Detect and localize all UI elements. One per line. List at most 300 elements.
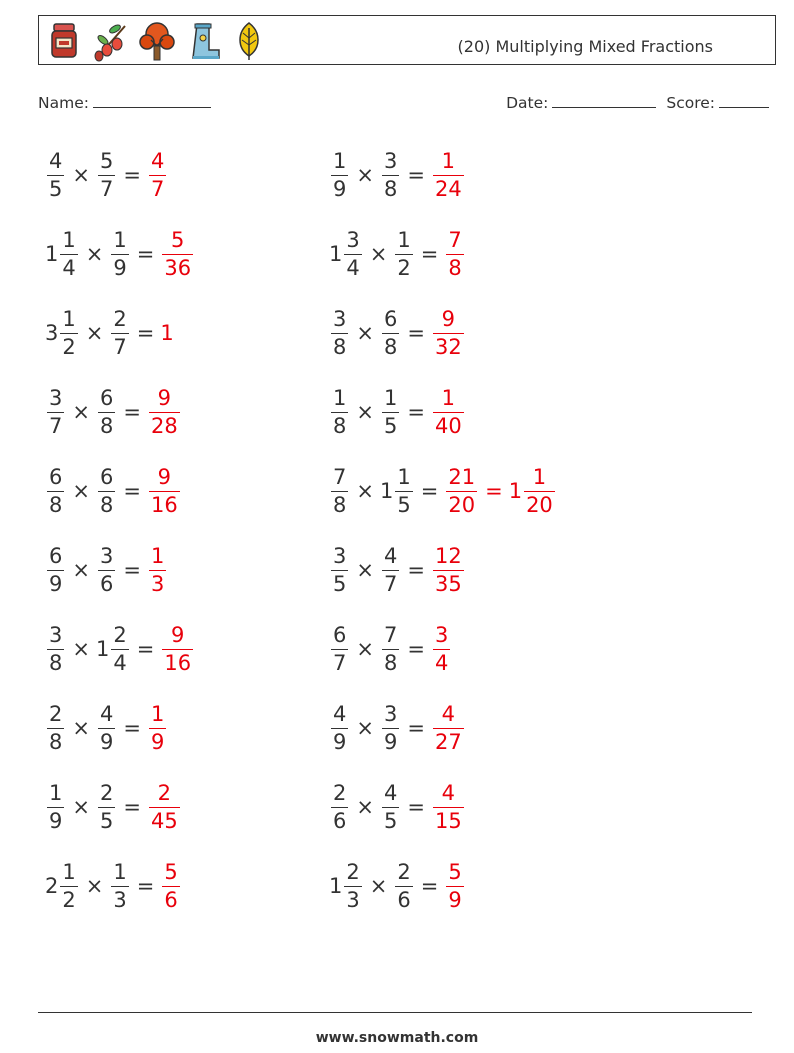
factor-a-denominator: 2 (62, 334, 76, 359)
answer (444, 227, 465, 280)
equals-sign: = (123, 795, 141, 819)
answer-denominator: 15 (434, 808, 462, 833)
factor-b-denominator: 9 (99, 729, 114, 754)
answer-denominator: 28 (150, 413, 178, 438)
equals-sign: = (407, 716, 425, 740)
answer-number (431, 148, 466, 201)
factor-b-denominator: 3 (113, 887, 127, 912)
times-sign: × (369, 242, 388, 266)
worksheet-title: (20) Multiplying Mixed Fractions (457, 37, 713, 56)
factor-b-denominator: 4 (113, 650, 127, 675)
times-sign: × (356, 795, 374, 819)
factor-b-numerator: 1 (113, 859, 127, 884)
times-sign: × (356, 558, 374, 582)
factor-b-numerator: 3 (383, 701, 398, 726)
factor-a-denominator: 3 (346, 887, 360, 912)
factor-a-fraction (331, 306, 348, 359)
answer-whole: 1 (160, 321, 174, 345)
factor-b-denominator: 7 (99, 176, 114, 201)
factor-b-denominator: 8 (383, 650, 398, 675)
problem-item (45, 145, 168, 205)
factor-a-number (45, 464, 66, 517)
answer (431, 385, 466, 438)
factor-a-numerator: 1 (62, 227, 76, 252)
factor-a-whole: 3 (45, 321, 59, 345)
answer-number (431, 543, 466, 596)
equals-sign: = (407, 795, 425, 819)
factor-b-whole: 1 (95, 637, 110, 661)
answer-numerator: 4 (150, 148, 165, 173)
factor-b-fraction (395, 859, 412, 912)
answer (431, 622, 452, 675)
factor-b-numerator: 6 (99, 464, 114, 489)
factor-a-fraction (47, 622, 64, 675)
factor-a-numerator: 3 (346, 227, 360, 252)
answer-numerator: 4 (441, 701, 456, 726)
factor-b-number (393, 227, 414, 280)
problem-item (329, 619, 452, 679)
factor-a-fraction (47, 385, 64, 438)
factor-a-number (45, 780, 66, 833)
factor-a-numerator: 2 (333, 780, 347, 805)
factor-a-number (329, 543, 350, 596)
factor-a-denominator: 9 (49, 808, 63, 833)
factor-b-fraction (382, 148, 399, 201)
factor-b-numerator: 3 (99, 543, 114, 568)
header-icons (45, 20, 269, 62)
answer-denominator: 16 (164, 650, 192, 675)
factor-b-number (380, 622, 401, 675)
factor-a-fraction (331, 148, 348, 201)
factor-b-denominator: 5 (383, 808, 398, 833)
answer (431, 780, 466, 833)
factor-a-whole: 1 (45, 242, 59, 266)
answer-number (431, 306, 466, 359)
answer-number (431, 701, 466, 754)
problem-item (45, 698, 168, 758)
factor-b-fraction (98, 464, 115, 517)
factor-a-numerator: 1 (333, 385, 347, 410)
factor-b-fraction (98, 780, 115, 833)
factor-a-numerator: 3 (49, 622, 63, 647)
answer (160, 859, 181, 912)
answer-numerator: 21 (448, 464, 476, 489)
factor-a-denominator: 8 (333, 413, 347, 438)
factor-b-fraction (382, 622, 399, 675)
factor-b-number (380, 385, 401, 438)
answer-denominator: 4 (434, 650, 449, 675)
answer-fraction (446, 859, 463, 912)
times-sign: × (72, 637, 90, 661)
factor-b-numerator: 4 (99, 701, 114, 726)
factor-a-number (329, 780, 350, 833)
factor-a-denominator: 9 (333, 729, 347, 754)
factor-b-number (96, 701, 117, 754)
answer-fraction (433, 780, 464, 833)
factor-b-denominator: 9 (113, 255, 127, 280)
answer (147, 701, 168, 754)
answer-fraction (149, 780, 180, 833)
factor-b-denominator: 2 (397, 255, 411, 280)
factor-b-fraction (382, 543, 399, 596)
problem-item (45, 856, 182, 916)
date-score-fields (506, 93, 769, 112)
problem-item (329, 856, 466, 916)
answer-number (147, 780, 182, 833)
factor-a-number (45, 859, 80, 912)
factor-b-denominator: 9 (383, 729, 398, 754)
factor-b-number (380, 543, 401, 596)
factor-b-number (109, 306, 130, 359)
times-sign: × (85, 321, 104, 345)
factor-b-fraction (111, 859, 128, 912)
answer-denominator: 36 (164, 255, 192, 280)
factor-b-fraction (111, 227, 128, 280)
factor-a-numerator: 3 (49, 385, 63, 410)
factor-b-fraction (395, 227, 412, 280)
answer-denominator: 3 (150, 571, 165, 596)
factor-a-denominator: 5 (49, 176, 63, 201)
times-sign: × (72, 795, 90, 819)
answer-denominator: 27 (434, 729, 462, 754)
factor-b-denominator: 5 (383, 413, 398, 438)
answer-denominator: 9 (150, 729, 165, 754)
factor-a-numerator: 1 (62, 859, 76, 884)
problem-item (45, 619, 195, 679)
answer-denominator: 24 (434, 176, 462, 201)
answer-numerator: 1 (150, 701, 165, 726)
factor-a-denominator: 2 (62, 887, 76, 912)
times-sign: × (356, 637, 374, 661)
factor-a-denominator: 6 (333, 808, 347, 833)
problem-item (329, 540, 466, 600)
factor-b-number (380, 148, 401, 201)
equals-sign: = (407, 558, 425, 582)
factor-a-fraction (47, 701, 64, 754)
answer-number (160, 859, 181, 912)
answer-denominator: 8 (448, 255, 462, 280)
answer-denominator: 20 (448, 492, 476, 517)
factor-a-numerator: 7 (333, 464, 347, 489)
factor-b-fraction (382, 306, 399, 359)
factor-a-number (329, 227, 364, 280)
times-sign: × (356, 163, 374, 187)
answer-numerator: 1 (532, 464, 547, 489)
factor-a-numerator: 1 (62, 306, 76, 331)
factor-b-number (109, 859, 130, 912)
answer-number (147, 701, 168, 754)
factor-b-fraction (395, 464, 412, 517)
name-label: Name: (38, 94, 89, 112)
factor-b-number (109, 227, 130, 280)
answer-fraction (433, 701, 464, 754)
equals-sign: = (123, 558, 141, 582)
answer-fraction (524, 464, 555, 517)
date-blank[interactable] (552, 93, 656, 108)
equals-sign: = (407, 321, 425, 345)
name-field (38, 93, 211, 112)
factor-a-denominator: 8 (333, 334, 347, 359)
factor-b-numerator: 3 (383, 148, 398, 173)
factor-b-fraction (98, 385, 115, 438)
factor-a-denominator: 5 (333, 571, 347, 596)
factor-a-denominator: 7 (333, 650, 347, 675)
answer-number (147, 464, 182, 517)
factor-a-numerator: 4 (333, 701, 347, 726)
factor-a-fraction (47, 780, 64, 833)
answer-numerator: 1 (441, 385, 456, 410)
answer-fraction (162, 227, 193, 280)
factor-b-numerator: 2 (113, 306, 127, 331)
factor-a-denominator: 7 (49, 413, 63, 438)
answer-numerator: 1 (441, 148, 456, 173)
equals-sign: = (136, 637, 155, 661)
factor-b-number (380, 780, 401, 833)
answer-fraction (433, 148, 464, 201)
times-sign: × (72, 558, 90, 582)
answer-denominator: 40 (434, 413, 462, 438)
equals-sign: = (420, 479, 439, 503)
answer-denominator: 16 (150, 492, 178, 517)
answer-number (431, 622, 452, 675)
answer-fraction (149, 464, 180, 517)
factor-a-number (45, 227, 80, 280)
factor-a-number (45, 148, 66, 201)
factor-a-numerator: 2 (49, 701, 63, 726)
answer-number (160, 622, 195, 675)
factor-a-numerator: 2 (346, 859, 360, 884)
factor-b-number (96, 464, 117, 517)
answer-numerator: 5 (448, 859, 462, 884)
factor-a-whole: 1 (329, 242, 343, 266)
problem-item (329, 461, 557, 521)
equals-sign: = (407, 637, 425, 661)
answer-fraction (149, 385, 180, 438)
answer-number (444, 859, 465, 912)
factor-a-number (329, 859, 364, 912)
factor-b-whole: 1 (379, 479, 394, 503)
factor-b-numerator: 7 (383, 622, 398, 647)
problem-item (329, 777, 466, 837)
answer-fraction (433, 306, 464, 359)
answer-numerator: 9 (157, 464, 172, 489)
factor-a-numerator: 3 (333, 306, 347, 331)
date-label: Date: (506, 94, 549, 112)
factor-b-number (379, 464, 415, 517)
factor-b-fraction (111, 306, 128, 359)
factor-b-denominator: 8 (99, 413, 114, 438)
answer-fraction (149, 701, 166, 754)
problem-item (329, 145, 466, 205)
answer-denominator: 6 (164, 887, 178, 912)
factor-a-denominator: 8 (333, 492, 347, 517)
times-sign: × (72, 479, 90, 503)
factor-a-whole: 2 (45, 874, 59, 898)
factor-b-number (95, 622, 131, 675)
answer-number (147, 543, 168, 596)
factor-b-denominator: 7 (383, 571, 398, 596)
answer-numerator: 5 (164, 859, 178, 884)
factor-a-fraction (344, 859, 361, 912)
worksheet-header (38, 15, 776, 65)
answer (431, 701, 466, 754)
name-blank[interactable] (93, 93, 211, 108)
problem-item (329, 382, 466, 442)
times-sign: × (85, 242, 104, 266)
answer-numerator: 4 (441, 780, 456, 805)
answer (160, 321, 173, 345)
answer (147, 780, 182, 833)
answer-fraction (149, 543, 166, 596)
times-sign: × (72, 400, 90, 424)
factor-a-number (329, 464, 350, 517)
factor-a-number (45, 701, 66, 754)
factor-a-number (329, 701, 350, 754)
answer-number (160, 321, 173, 345)
problem-item (45, 777, 182, 837)
answer-numerator: 1 (150, 543, 165, 568)
factor-a-number (329, 306, 350, 359)
times-sign: × (369, 874, 388, 898)
equals-sign: = (136, 874, 155, 898)
answer-fraction (433, 385, 464, 438)
factor-a-denominator: 4 (346, 255, 360, 280)
answer-numerator: 2 (157, 780, 172, 805)
autumn-tree-icon (137, 20, 177, 62)
problem-item (45, 382, 182, 442)
rosehip-branch-icon (91, 20, 131, 62)
factor-b-numerator: 1 (113, 227, 127, 252)
equals-sign: = (407, 163, 425, 187)
answer-denominator: 7 (150, 176, 165, 201)
problem-item (329, 698, 466, 758)
answer-whole: 1 (508, 479, 523, 503)
equals-sign: = (136, 321, 155, 345)
answer-denominator: 32 (434, 334, 462, 359)
times-sign: × (356, 400, 374, 424)
factor-a-numerator: 4 (49, 148, 63, 173)
yellow-leaf-icon (229, 20, 269, 62)
factor-a-number (329, 622, 350, 675)
answer-number (147, 148, 168, 201)
answer (147, 464, 182, 517)
factor-b-number (96, 148, 117, 201)
times-sign: × (356, 716, 374, 740)
factor-b-number (380, 701, 401, 754)
answer-denominator: 20 (526, 492, 553, 517)
factor-a-denominator: 8 (49, 650, 63, 675)
score-blank[interactable] (719, 93, 769, 108)
rain-boot-icon (183, 20, 223, 62)
factor-a-numerator: 3 (333, 543, 347, 568)
factor-b-fraction (382, 780, 399, 833)
factor-a-fraction (344, 227, 361, 280)
answer-number (444, 227, 465, 280)
factor-a-numerator: 6 (49, 543, 63, 568)
factor-a-fraction (47, 543, 64, 596)
factor-b-denominator: 5 (397, 492, 411, 517)
answer (160, 227, 195, 280)
factor-b-numerator: 2 (397, 859, 411, 884)
factor-a-numerator: 6 (49, 464, 63, 489)
score-label: Score: (666, 94, 715, 112)
problem-item (329, 303, 466, 363)
answer-numerator: 7 (448, 227, 462, 252)
answer (444, 464, 556, 517)
factor-b-numerator: 2 (113, 622, 127, 647)
factor-b-fraction (98, 701, 115, 754)
factor-b-denominator: 7 (113, 334, 127, 359)
times-sign: × (85, 874, 104, 898)
factor-a-denominator: 9 (333, 176, 347, 201)
answer-number (508, 464, 557, 517)
equals-sign: = (123, 163, 141, 187)
answer-numerator: 5 (171, 227, 185, 252)
factor-b-number (96, 543, 117, 596)
problem-item (45, 540, 168, 600)
factor-a-fraction (331, 385, 348, 438)
answer-fraction (446, 227, 463, 280)
answer-fraction (446, 464, 477, 517)
answer-numerator: 9 (171, 622, 185, 647)
equals-sign: = (123, 400, 141, 424)
factor-a-number (45, 385, 66, 438)
answer-number (147, 385, 182, 438)
answer (431, 543, 466, 596)
answer-number (431, 385, 466, 438)
answer-fraction (433, 622, 450, 675)
factor-b-number (393, 859, 414, 912)
factor-b-numerator: 5 (99, 148, 114, 173)
answer-equals-sign: = (485, 479, 503, 503)
factor-a-denominator: 8 (49, 729, 63, 754)
equals-sign: = (123, 716, 141, 740)
answer-number (160, 227, 195, 280)
equals-sign: = (420, 874, 439, 898)
answer (160, 622, 195, 675)
times-sign: × (72, 163, 90, 187)
factor-a-whole: 1 (329, 874, 343, 898)
factor-a-fraction (47, 148, 64, 201)
factor-b-numerator: 4 (383, 780, 398, 805)
answer-numerator: 9 (157, 385, 172, 410)
problem-item (45, 224, 195, 284)
factor-b-fraction (382, 385, 399, 438)
answer (147, 385, 182, 438)
factor-b-numerator: 1 (397, 464, 411, 489)
factor-b-numerator: 4 (383, 543, 398, 568)
equals-sign: = (420, 242, 439, 266)
factor-b-numerator: 6 (99, 385, 114, 410)
equals-sign: = (136, 242, 155, 266)
footer-divider (38, 1012, 752, 1013)
factor-a-fraction (331, 543, 348, 596)
factor-a-denominator: 9 (49, 571, 63, 596)
problem-item (45, 303, 174, 363)
factor-a-fraction (331, 464, 348, 517)
factor-a-number (45, 306, 80, 359)
factor-b-fraction (382, 701, 399, 754)
footer-url: www.snowmath.com (315, 1030, 479, 1046)
factor-b-numerator: 1 (383, 385, 398, 410)
factor-b-denominator: 6 (99, 571, 114, 596)
problem-item (45, 461, 182, 521)
answer-numerator: 12 (434, 543, 462, 568)
factor-b-numerator: 6 (383, 306, 398, 331)
factor-b-numerator: 1 (397, 227, 411, 252)
answer (147, 543, 168, 596)
times-sign: × (356, 479, 374, 503)
